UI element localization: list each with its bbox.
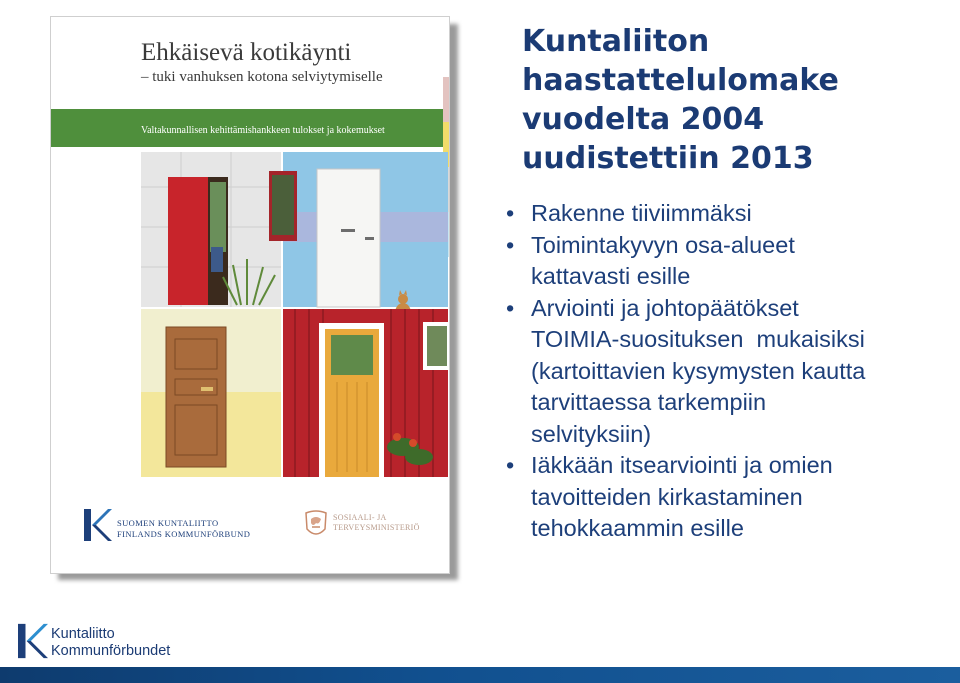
kuntaliitto-logo-icon bbox=[84, 509, 112, 541]
book-cover bbox=[50, 16, 450, 574]
cover-publisher-name: SUOMEN KUNTALIITTO FINLANDS KOMMUNFÖRBUND bbox=[117, 518, 251, 539]
slide-heading bbox=[522, 22, 942, 178]
cover-doors-illustration bbox=[51, 147, 450, 477]
bullet-item: • Toimintakyvyn osa-alueet kattavasti esille bbox=[506, 231, 795, 289]
cover-band-text: Valtakunnallisen kehittämishankkeen tulokset ja kokemukset bbox=[141, 125, 385, 136]
heading-line: haastattelulomake bbox=[522, 63, 839, 98]
bullet-item: • Iäkkään itsearviointi ja omien tavoitteiden kirkastaminen tehokkaammin esille bbox=[506, 452, 833, 541]
footer-brand-name: Kuntaliitto Kommunförbundet bbox=[51, 626, 171, 659]
heading-line: vuodelta 2004 bbox=[522, 102, 765, 137]
bullet-glyph: • bbox=[506, 452, 515, 478]
bullet-list bbox=[506, 198, 946, 545]
footer-bar bbox=[0, 667, 960, 683]
heading-line: uudistettiin 2013 bbox=[522, 141, 814, 176]
ministry-lion-emblem-icon bbox=[303, 509, 329, 539]
bullet-glyph: • bbox=[506, 200, 515, 226]
bullet-item: • Rakenne tiiviimmäksi bbox=[506, 198, 946, 230]
cover-ministry-name: SOSIAALI- JA TERVEYSMINISTERIÖ bbox=[333, 513, 420, 532]
heading-line: Kuntaliiton bbox=[522, 24, 710, 59]
bullet-glyph: • bbox=[506, 231, 515, 258]
bullet-glyph: • bbox=[506, 294, 515, 321]
kuntaliitto-logo-icon bbox=[18, 621, 48, 661]
bullet-item: • Arviointi ja johtopäätökset TOIMIA-suosituksen mukaisiksi (kartoittavien kysymysten kautta tarvittaessa tarkempiin selvityksiin) bbox=[506, 294, 866, 447]
cover-title: Ehkäisevä kotikäynti bbox=[141, 39, 352, 66]
cover-subtitle: – tuki vanhuksen kotona selviytymiselle bbox=[141, 69, 383, 85]
